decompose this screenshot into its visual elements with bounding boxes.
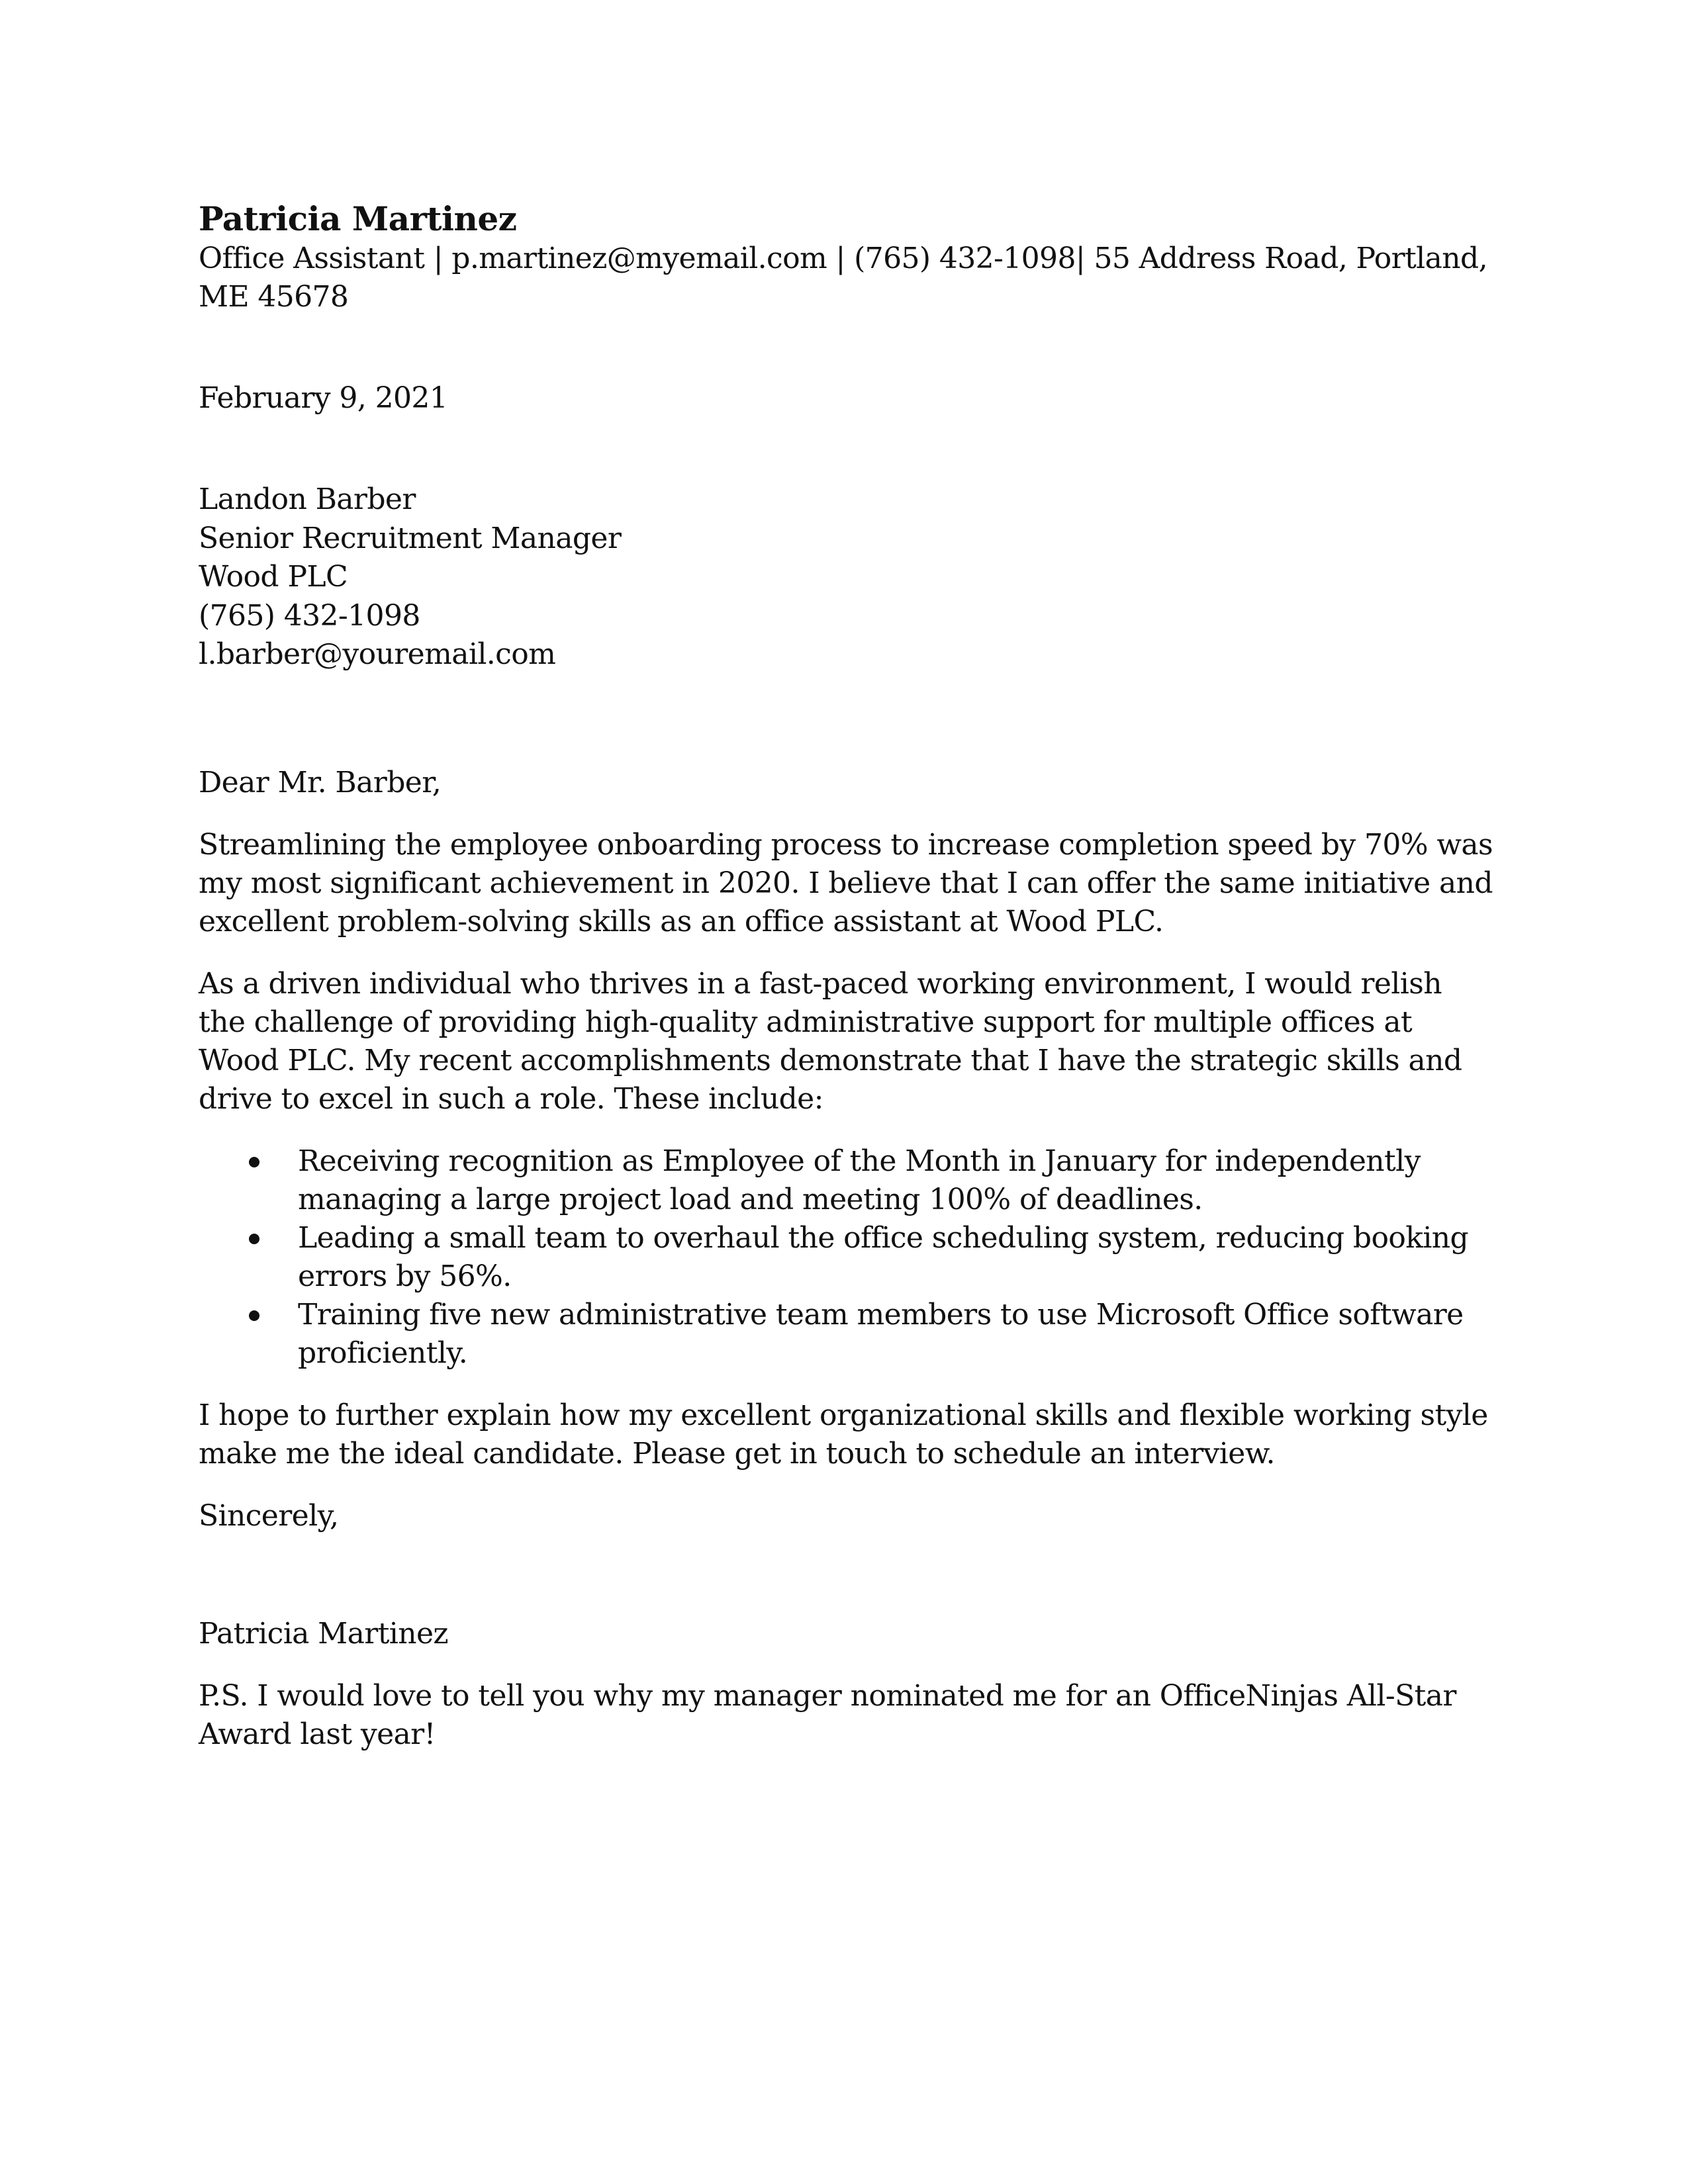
bullet-icon (249, 1234, 259, 1244)
signature-name: Patricia Martinez (199, 1616, 449, 1651)
list-item (199, 1142, 1496, 1219)
closing-paragraph: I hope to further explain how my excellent organizational skills and flexible working style make me the ideal candidate. Please get in touch to schedule an interview. (199, 1398, 1488, 1471)
closing-line: Sincerely, (199, 1498, 339, 1533)
recipient-title: Senior Recruitment Manager (199, 521, 622, 555)
list-item (199, 1296, 1496, 1373)
bullet-icon (249, 1310, 259, 1321)
salutation: Dear Mr. Barber, (199, 765, 442, 799)
recipient-name: Landon Barber (199, 482, 416, 516)
recipient-company: Wood PLC (199, 560, 348, 594)
list-item-text: Receiving recognition as Employee of the Month in January for independently managing a large project load and meeting 100% of deadlines. (298, 1144, 1421, 1216)
body-paragraph: As a driven individual who thrives in a fast-paced working environment, I would relish the challenge of providing high-quality administrative support for multiple offices at Wood PLC. My recent accomplishments demonstrate that I have the strategic skills and drive to excel in such a role. These include: (199, 966, 1462, 1116)
sender-name: Patricia Martinez (199, 199, 517, 238)
postscript: P.S. I would love to tell you why my manager nominated me for an OfficeNinjas All-Star Award last year! (199, 1678, 1456, 1751)
list-item-text: Leading a small team to overhaul the office scheduling system, reducing booking errors by 56%. (298, 1220, 1469, 1293)
sender-contact-line: Office Assistant | p.martinez@myemail.com | (765) 432-1098| 55 Address Road, Portland, ME 45678 (199, 242, 1487, 314)
body-paragraph: Streamlining the employee onboarding process to increase completion speed by 70% was my most significant achievement in 2020. I believe that I can offer the same initiative and excellent problem-solving skills as an office assistant at Wood PLC. (199, 827, 1493, 938)
accomplishments-list (199, 1142, 1496, 1373)
recipient-email: l.barber@youremail.com (199, 637, 556, 671)
list-item-text: Training five new administrative team members to use Microsoft Office software proficiently. (298, 1297, 1464, 1370)
list-item (199, 1219, 1496, 1296)
recipient-phone: (765) 432-1098 (199, 598, 420, 633)
cover-letter (199, 199, 1496, 1754)
recipient-block (199, 480, 1496, 674)
letter-date: February 9, 2021 (199, 381, 448, 415)
bullet-icon (249, 1157, 259, 1167)
